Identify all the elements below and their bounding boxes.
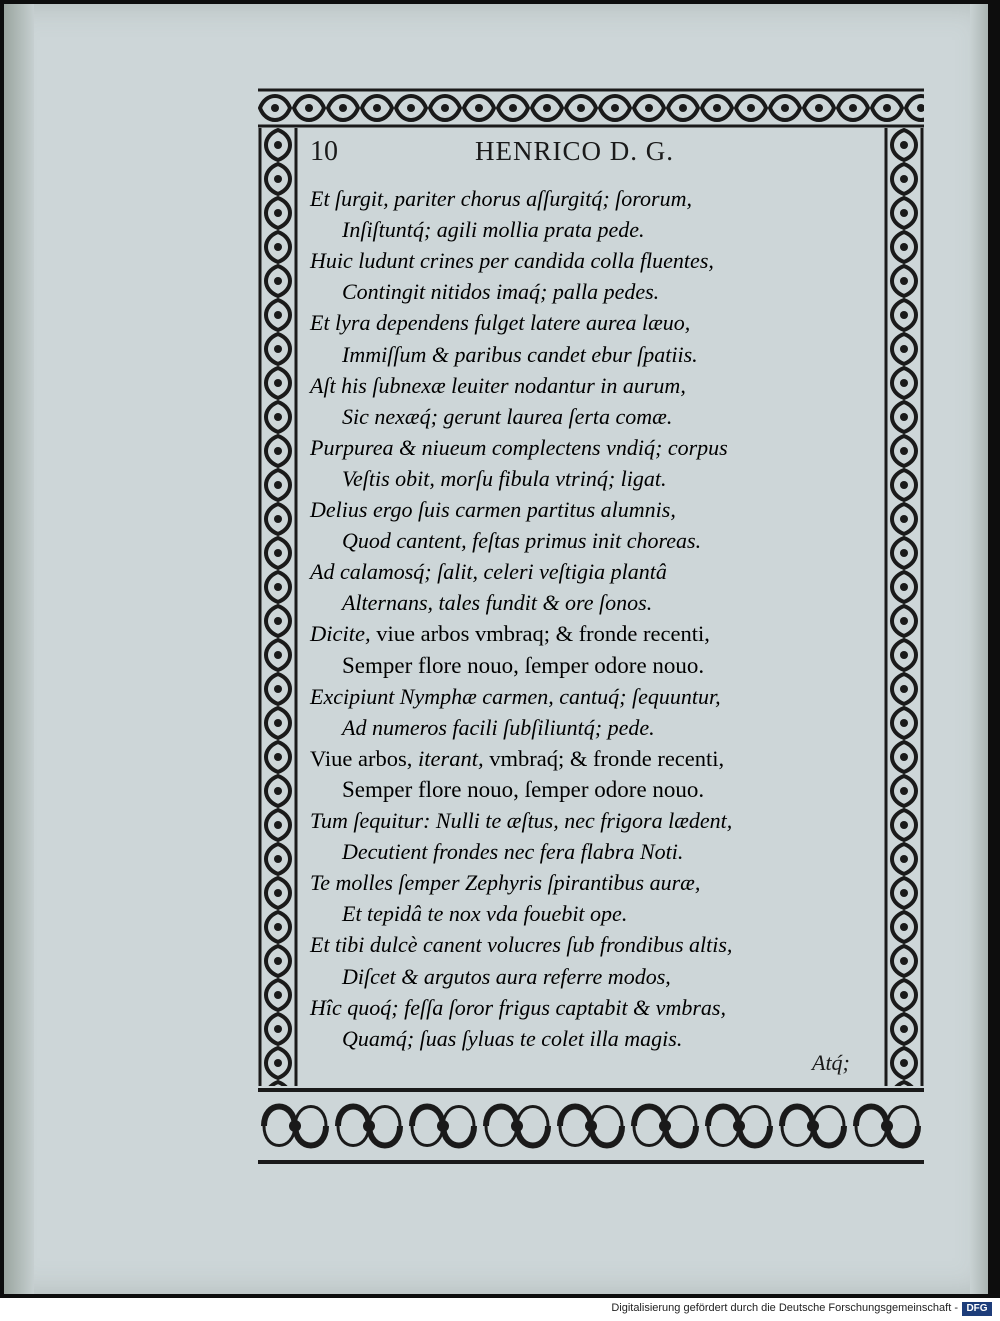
poem-line: Viue arbos, iterant, vmbraq́; & fronde recenti, [310,745,725,771]
poem-line: Aſt his ſubnexæ leuiter nodantur in aurum, [310,372,686,398]
poem-line: Huic ludunt crines per candida colla fluentes, [310,248,714,274]
page-edge [970,4,988,1294]
poem-line: Alternans, tales fundit & ore ſonos. [342,590,653,616]
poem-line: Semper flore nouo, ſemper odore nouo. [342,652,705,678]
poem-line: Diſcet & argutos aura referre modos, [342,963,671,989]
page-number: 10 [310,136,338,167]
catchword: Atq́; [812,1050,850,1075]
poem-line: Purpurea & niueum complectens vndiq́; corpus [310,434,728,460]
ornament-left [258,128,298,1086]
poem-line: Quod cantent, feſtas primus init choreas. [342,528,702,554]
poem-line: Immiſſum & paribus candet ebur ſpatiis. [342,341,698,367]
running-title: HENRICO D. G. [475,136,674,166]
poem-line: Excipiunt Nymphæ carmen, cantuq́; ſequuntur, [310,683,721,709]
dfg-logo: DFG [962,1302,992,1316]
page-header [310,136,750,166]
poem-line: Ad numeros facili ſubſiliuntq́; pede. [342,714,655,740]
ornament-bottom [258,1086,924,1166]
poem-line: Et tepidâ te nox vda fouebit ope. [342,901,628,927]
poem-line: Semper flore nouo, ſemper odore nouo. [342,776,705,802]
poem-line: Quamq́; ſuas ſyluas te colet illa magis. [342,1025,683,1051]
poem-line: Inſiſtuntq́; agili mollia prata pede. [342,217,645,243]
poem-line: Et tibi dulcè canent volucres ſub frondibus altis, [310,932,733,958]
poem-line: Hîc quoq́; feſſa ſoror frigus captabit & vmbras, [310,994,726,1020]
poem-line: Tum ſequitur: Nulli te æſtus, nec frigora lædent, [310,808,733,833]
poem-line: Et lyra dependens fulget latere aurea læuo, [310,310,691,336]
page-gutter [4,4,34,1294]
poem-line: Ad calamosq́; ſalit, celeri veſtigia plantâ [310,559,667,585]
poem-line: Contingit nitidos imaq́; palla pedes. [342,279,660,305]
poem-line: Te molles ſemper Zephyris ſpirantibus auræ, [310,870,701,896]
poem-line: Et ſurgit, pariter chorus aſſurgitq́; ſororum, [310,186,692,211]
poem-line: Dicite, viue arbos vmbraq; & fronde recenti, [310,621,710,647]
funding-credit: Digitalisierung gefördert durch die Deutsche Forschungsgemeinschaft - [611,1302,958,1314]
poem-line: Decutient frondes nec fera flabra Noti. [342,839,684,865]
ornament-top [258,88,924,128]
poem-line: Delius ergo ſuis carmen partitus alumnis, [310,497,676,522]
poem-line: Veſtis obit, morſu fibula vtrinq́; ligat. [342,465,667,491]
poem-line: Sic nexæq́; gerunt laurea ſerta comæ. [342,403,673,429]
footer-bar [0,1298,1000,1321]
ornament-right [884,128,924,1086]
